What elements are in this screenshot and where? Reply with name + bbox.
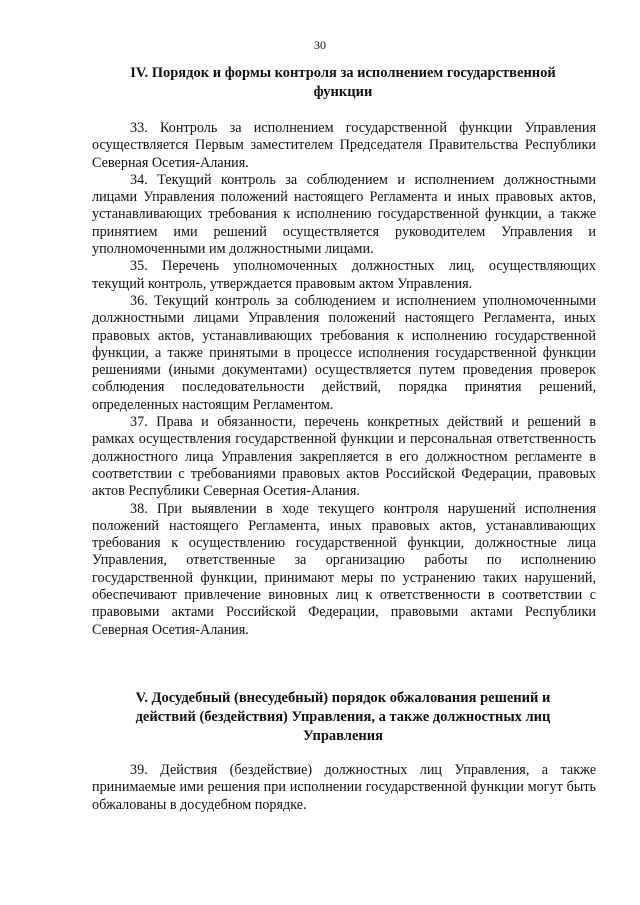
page-number: 30 xyxy=(314,38,326,52)
section-5-title-line-2: действий (бездействия) Управления, а также должностных лиц xyxy=(135,709,551,725)
section-4-heading xyxy=(110,64,576,102)
section-5-title-line-3: Управления xyxy=(303,728,383,744)
paragraph-35: 35. Перечень уполномоченных должностных лиц, осуществляющих текущий контроль, утверждается правовым актом Управления. xyxy=(92,258,596,292)
section-5-body xyxy=(92,762,596,814)
paragraph-37: 37. Права и обязанности, перечень конкретных действий и решений в рамках осуществления государственной функции и персональная ответственность должностного лица Управления закрепляется в его должностном регламенте в соответствии с требованиями правовых актов Российской Федерации, правовых актов Республики Северная Осетия-Алания. xyxy=(92,414,596,500)
paragraph-33: 33. Контроль за исполнением государственной функции Управления осуществляется Первым заместителем Председателя Правительства Республики Северная Осетия-Алания. xyxy=(92,120,596,171)
section-5-title-line-1: V. Досудебный (внесудебный) порядок обжалования решений и xyxy=(135,690,551,706)
paragraph-36: 36. Текущий контроль за соблюдением и исполнением уполномоченными должностными лицами Управления положений настоящего Регламента, иных правовых актов, устанавливающих требования к исполнению государственной функции, а также принятыми в процессе исполнения государственной функции решениями (иными документами) осуществляется путем проведения проверок соблюдения последовательности действий, порядка принятия решений, определенных настоящим Регламентом. xyxy=(92,292,596,413)
section-4-title-line-2: функции xyxy=(313,84,373,100)
paragraph-38: 38. При выявлении в ходе текущего контроля нарушений исполнения положений настоящего Регламента, иных правовых актов, устанавливающих требования к осуществлению государственной функции, должностные лица Управления, ответственные за организацию работы по исполнению государственной функции, принимают меры по устранению таких нарушений, обеспечивают привлечение виновных лиц к ответственности в соответствии с правовыми актами Российской Федерации, правовыми актами Республики Северная Осетия-Алания. xyxy=(92,500,596,638)
paragraph-34: 34. Текущий контроль за соблюдением и исполнением должностными лицами Управления положений настоящего Регламента и иных правовых актов, устанавливающих требования к исполнению государственной функции, а также принятием ими решений осуществляется руководителем Управления и уполномоченными им должностными лицами. xyxy=(92,171,596,258)
paragraph-39: 39. Действия (бездействие) должностных лиц Управления, а также принимаемые ими решения при исполнении государственной функции могут быть обжалованы в досудебном порядке. xyxy=(92,762,596,813)
section-4-body xyxy=(92,120,596,639)
section-4-title-line-1: IV. Порядок и формы контроля за исполнением государственной xyxy=(130,65,556,81)
section-5-heading xyxy=(110,689,576,746)
